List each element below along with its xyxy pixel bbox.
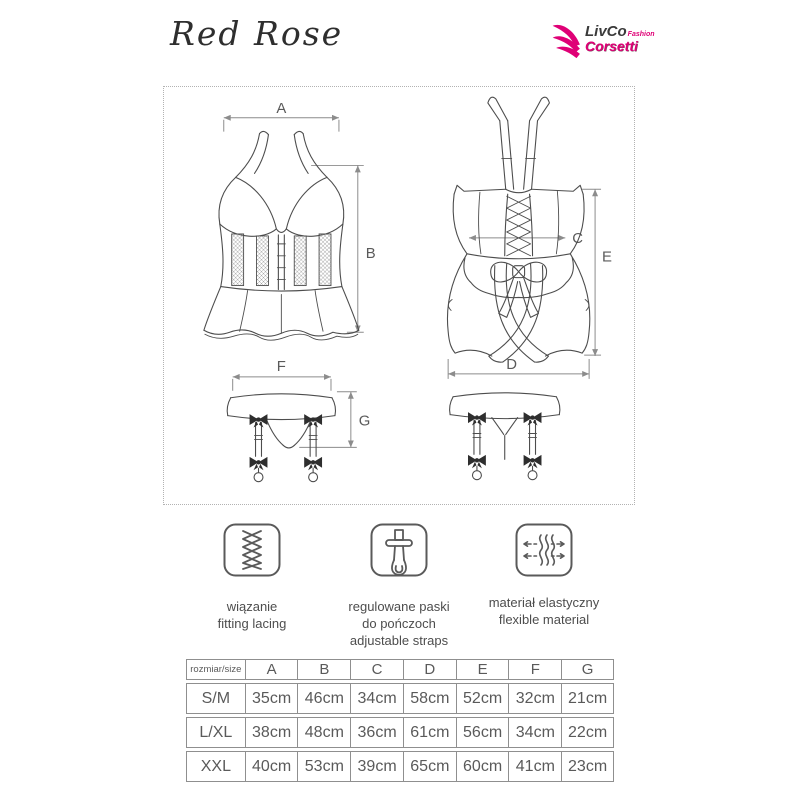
header-cell-d: D <box>403 660 456 679</box>
header-cell-g: G <box>561 660 613 679</box>
size-table <box>186 659 614 782</box>
value-cell: 36cm <box>350 718 403 747</box>
header-cell-c: C <box>350 660 403 679</box>
value-cell: 39cm <box>350 752 403 781</box>
feature-straps <box>369 522 429 583</box>
value-cell: 22cm <box>561 718 613 747</box>
caption-line: wiązanie <box>226 599 278 614</box>
value-cell: 41cm <box>508 752 561 781</box>
header-cell-f: F <box>508 660 561 679</box>
dim-label-e: E <box>602 249 612 266</box>
garter-front-drawing <box>227 359 370 482</box>
value-cell: 38cm <box>245 718 298 747</box>
value-cell: 61cm <box>403 718 456 747</box>
dim-label-c: C <box>572 230 583 247</box>
header-cell-b: B <box>297 660 350 679</box>
caption-line: materiał elastyczny <box>488 595 600 610</box>
caption-line: regulowane paski <box>348 599 450 614</box>
value-cell: 58cm <box>403 684 456 713</box>
value-cell: 32cm <box>508 684 561 713</box>
technical-diagram-box <box>163 86 635 505</box>
brand-fashion: Fashion <box>627 31 655 38</box>
brand-name-bottom: Corsetti <box>585 38 638 54</box>
value-cell: 23cm <box>561 752 613 781</box>
garter-back-drawing <box>450 393 560 480</box>
value-cell: 21cm <box>561 684 613 713</box>
table-header-row <box>186 659 614 680</box>
value-cell: 56cm <box>456 718 509 747</box>
dim-label-b: B <box>365 245 376 262</box>
size-cell: XXL <box>200 757 231 775</box>
size-cell: S/M <box>201 689 231 707</box>
wing-icon <box>551 20 585 64</box>
caption-line: adjustable straps <box>349 633 449 648</box>
lacing-icon <box>222 522 282 578</box>
caption-line: do pończoch <box>362 616 436 631</box>
value-cell: 53cm <box>297 752 350 781</box>
feature-lacing <box>222 522 282 583</box>
value-cell: 35cm <box>245 684 298 713</box>
value-cell: 34cm <box>350 684 403 713</box>
table-row-sm <box>186 683 614 714</box>
dim-label-g: G <box>358 413 371 430</box>
value-cell: 48cm <box>297 718 350 747</box>
dim-label-d: D <box>506 356 518 373</box>
size-cell: L/XL <box>199 723 233 741</box>
value-cell: 65cm <box>403 752 456 781</box>
back-view-drawing <box>447 97 612 379</box>
value-cell: 52cm <box>456 684 509 713</box>
table-row-lxl <box>186 717 614 748</box>
caption-line: flexible material <box>498 612 590 627</box>
front-view-drawing <box>204 101 376 340</box>
header-cell-e: E <box>456 660 509 679</box>
brand-logo <box>551 16 661 66</box>
value-cell: 40cm <box>245 752 298 781</box>
caption-stretch <box>454 594 634 628</box>
table-row-xxl <box>186 751 614 782</box>
value-cell: 34cm <box>508 718 561 747</box>
dim-label-f: F <box>276 358 286 375</box>
product-title: Red Rose <box>170 14 344 53</box>
feature-stretch <box>514 522 574 583</box>
header-cell-a: A <box>245 660 298 679</box>
dim-label-a: A <box>276 100 287 117</box>
value-cell: 60cm <box>456 752 509 781</box>
technical-diagram <box>164 87 633 503</box>
garter-strap-icon <box>369 522 429 578</box>
caption-line: fitting lacing <box>217 616 287 631</box>
stretch-icon <box>514 522 574 578</box>
header-cell-size: rozmiar/size <box>190 664 242 675</box>
value-cell: 46cm <box>297 684 350 713</box>
brand-livco: LivCo <box>585 23 627 40</box>
